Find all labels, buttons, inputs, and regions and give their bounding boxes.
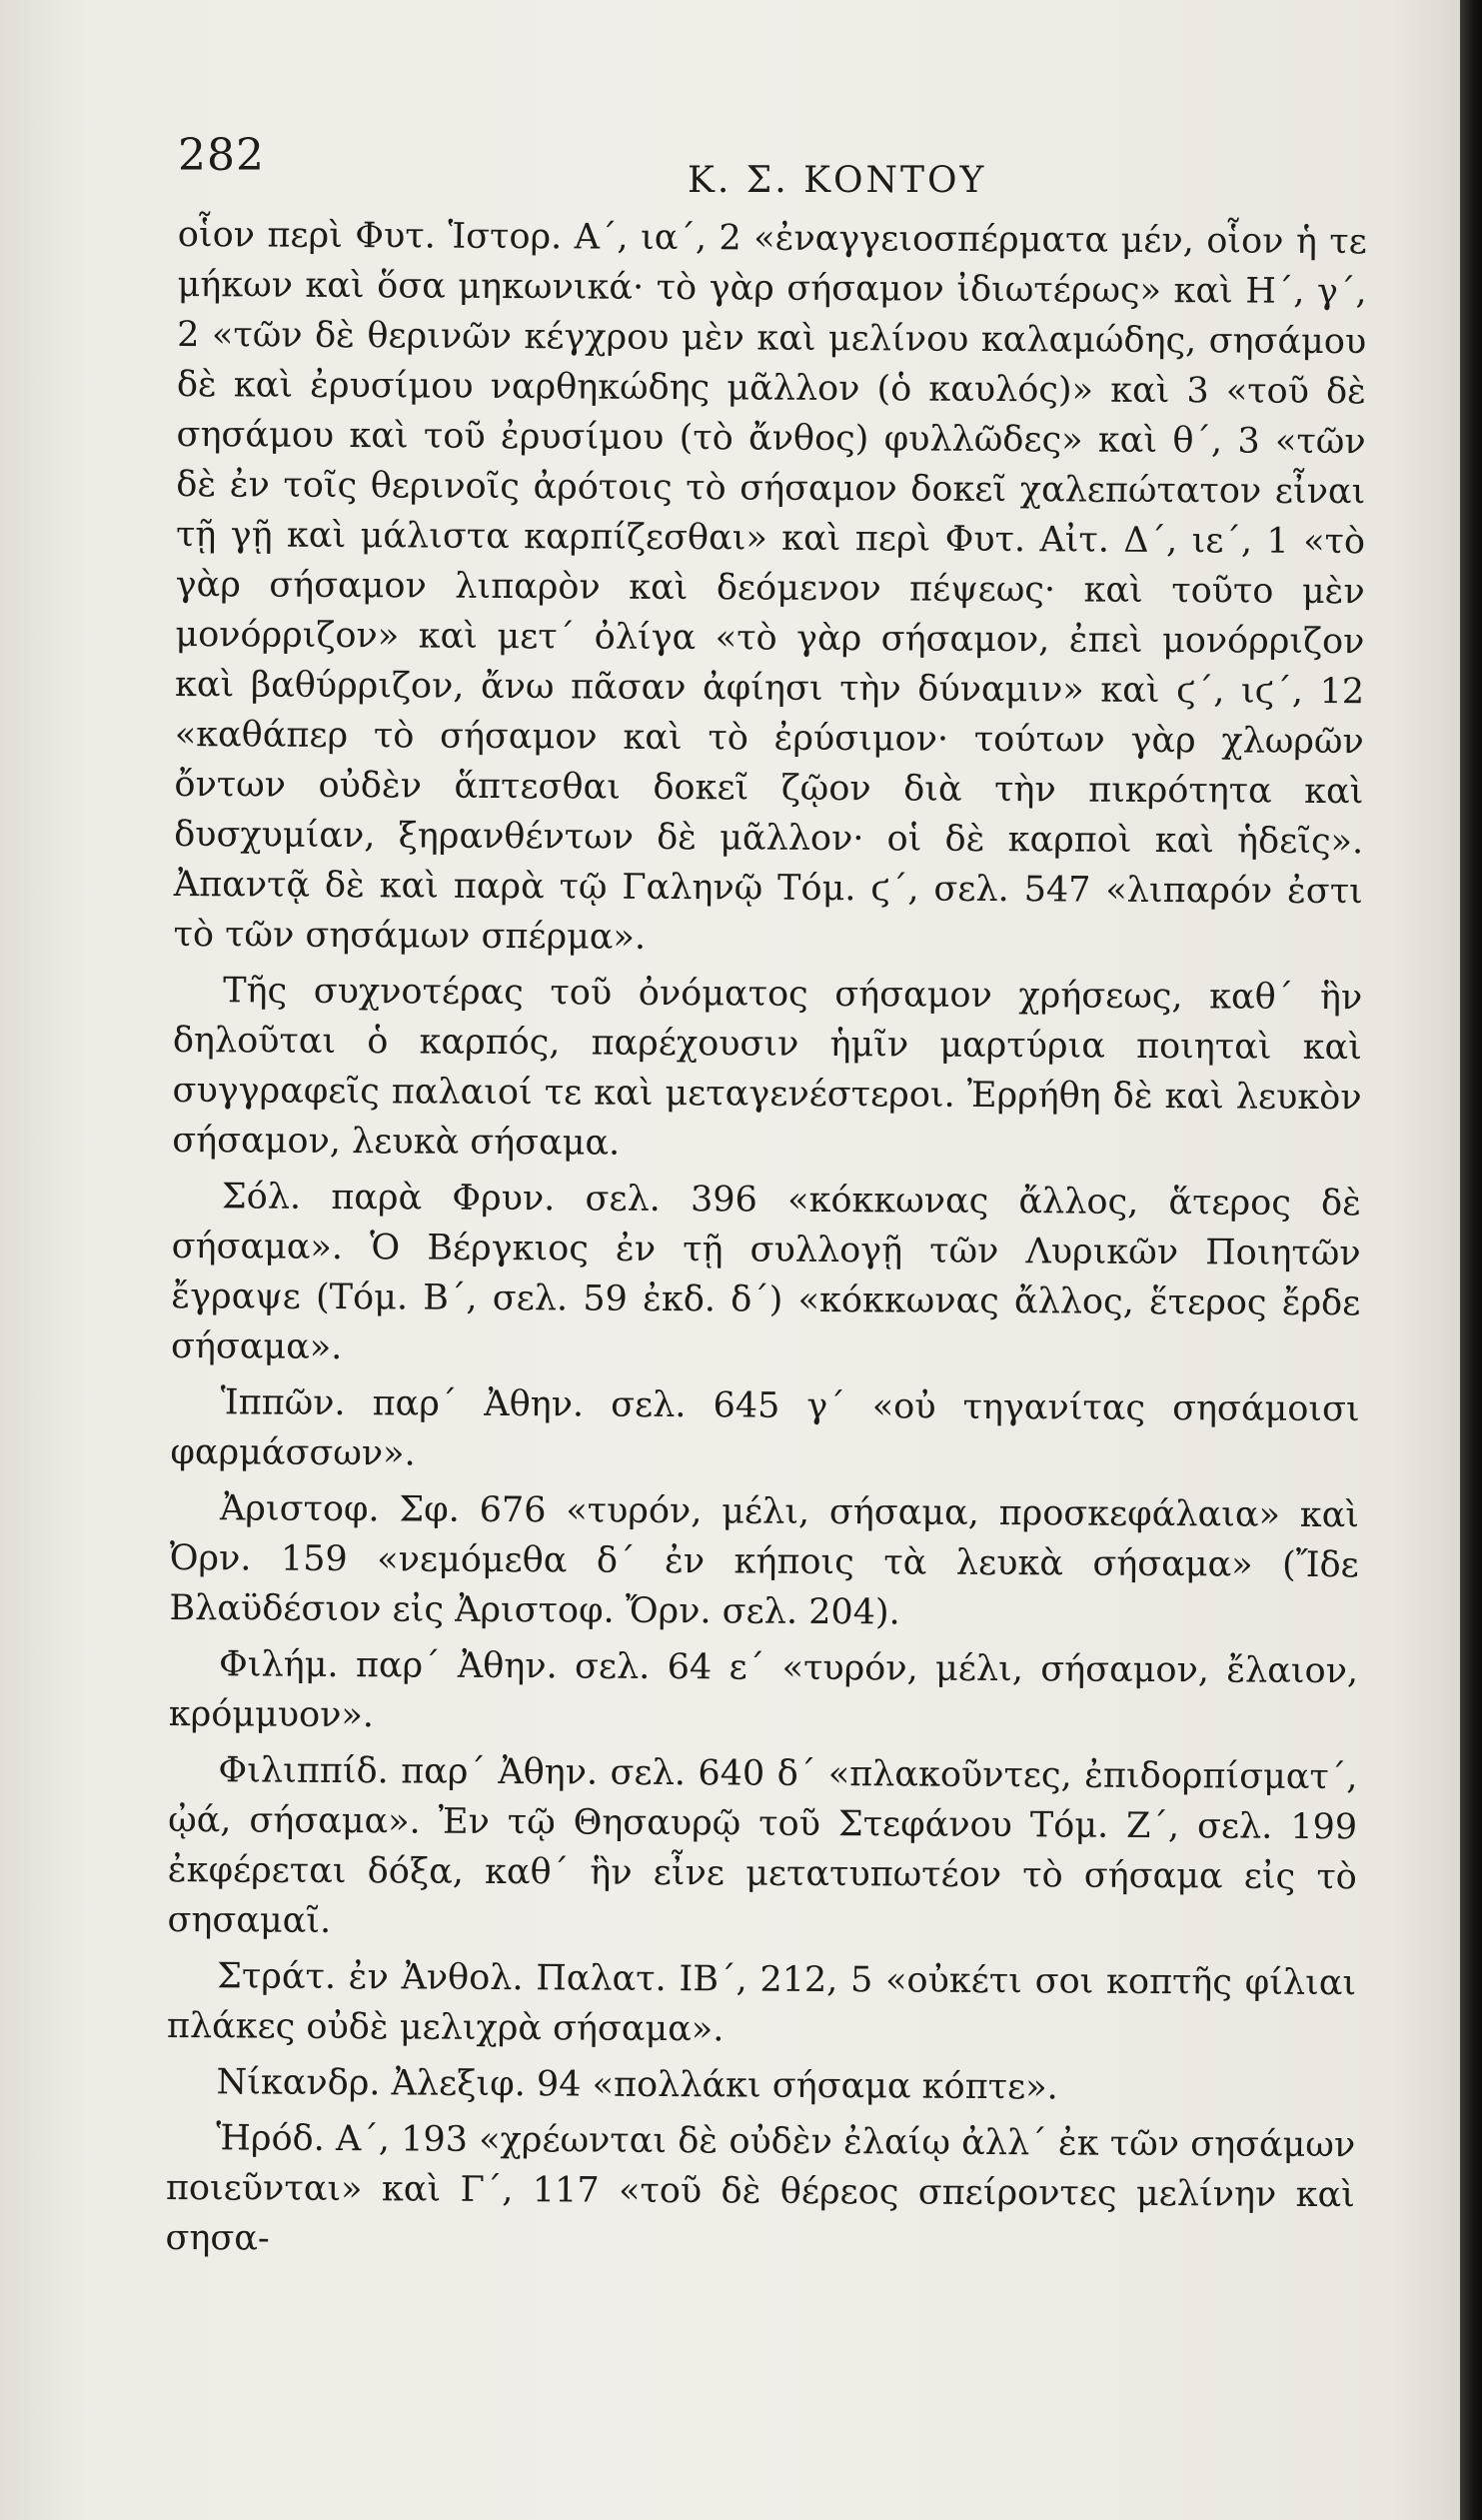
binding-gutter	[1460, 0, 1482, 2520]
paragraph-10: Ἡρόδ. Α΄, 193 «χρέωνται δὲ οὐδὲν ἐλαίῳ ἀλλ΄ ἐκ τῶν σησάμων ποιεῦνται» καὶ Γ΄, 117 «τοῦ δὲ θέρεος σπείροντες μελίνην καὶ σησα-	[165, 2118, 1356, 2259]
paragraph-2: Τῆς συχνοτέρας τοῦ ὀνόματος σήσαμον χρήσεως, καθ΄ ἣν δηλοῦται ὁ καρπός, παρέχουσιν ἡμῖν μαρτύρια ποιηταὶ καὶ συγγραφεῖς παλαιοί τε καὶ μεταγενέστεροι. Ἐρρήθη δὲ καὶ λευκὸν σήσαμον, λευκὰ σήσαμα.	[172, 971, 1363, 1164]
running-head: Κ. Σ. ΚΟΝΤΟΥ	[688, 160, 987, 201]
paragraph-7: Φιλιππίδ. παρ΄ Ἀθην. σελ. 640 δ΄ «πλακοῦντες, ἐπιδορπίσματ΄, ᾠά, σήσαμα». Ἐν τῷ Θησαυρῷ τοῦ Στεφάνου Τόμ. Ζ΄, σελ. 199 ἐκφέρεται δόξα, καθ΄ ἣν εἶνε μετατυπωτέον τὸ σήσαμα εἰς τὸ σησαμαῖ.	[167, 1750, 1358, 1941]
page-number: 282	[178, 130, 265, 181]
paragraph-3: Σόλ. παρὰ Φρυν. σελ. 396 «κόκκωνας ἄλλος, ἅτερος δὲ σήσαμα». Ὁ Βέργκιος ἐν τῇ συλλογῇ τῶν Λυρικῶν Ποιητῶν ἔγραψε (Τόμ. Β΄, σελ. 59 ἐκδ. δ΄) «κόκκωνας ἄλλος, ἕτερος ἔρδε σήσαμα».	[170, 1177, 1362, 1368]
paragraph-9: Νίκανδρ. Ἀλεξιφ. 94 «πολλάκι σήσαμα κόπτε».	[216, 2062, 1058, 2108]
paragraph-4: Ἱππῶν. παρ΄ Ἀθην. σελ. 645 γ΄ «οὐ τηγανίτας σησάμοισι φαρμάσσων».	[170, 1382, 1360, 1474]
paragraph-6: Φιλήμ. παρ΄ Ἀθην. σελ. 64 ε΄ «τυρόν, μέλι, σήσαμον, ἔλαιον, κρόμμυον».	[168, 1644, 1359, 1736]
paragraph-5: Ἀριστοφ. Σφ. 676 «τυρόν, μέλι, σήσαμα, προσκεφάλαια» καὶ Ὀρν. 159 «νεμόμεθα δ΄ ἐν κήποις τὰ λευκὰ σήσαμα» (Ἴδε Βλαϋδέσιον εἰς Ἀριστοφ. Ὄρν. σελ. 204).	[169, 1488, 1360, 1633]
body-text	[165, 210, 1367, 2276]
page-header	[178, 120, 1357, 201]
paragraph-1: οἷον περὶ Φυτ. Ἱστορ. Α΄, ια΄, 2 «ἐναγγειοσπέρματα μέν, οἷον ἡ τε μήκων καὶ ὅσα μηκωνικά· τὸ γὰρ σήσαμον ἰδιωτέρως» καὶ Η΄, γ΄, 2 «τῶν δὲ θερινῶν κέγχρου μὲν καὶ μελίνου καλαμώδης, σησάμου δὲ καὶ ἐρυσίμου ναρθηκώδης μᾶλλον (ὁ καυλός)» καὶ 3 «τοῦ δὲ σησάμου καὶ τοῦ ἐρυσίμου (τὸ ἄνθος) φυλλῶδες» καὶ θ΄, 3 «τῶν δὲ ἐν τοῖς θερινοῖς ἀρότοις τὸ σήσαμον δοκεῖ χαλεπώτατον εἶναι τῇ γῇ καὶ μάλιστα καρπίζεσθαι» καὶ περὶ Φυτ. Αἰτ. Δ΄, ιε΄, 1 «τὸ γὰρ σήσαμον λιπαρὸν καὶ δεόμενον πέψεως· καὶ τοῦτο μὲν μονόρριζον» καὶ μετ΄ ὀλίγα «τὸ γὰρ σήσαμον, ἐπεὶ μονόρριζον καὶ βαθύρριζον, ἄνω πᾶσαν ἀφίησι τὴν δύναμιν» καὶ ϛ΄, ιϛ΄, 12 «καθάπερ τὸ σήσαμον καὶ τὸ ἐρύσιμον· τούτων γὰρ χλωρῶν ὄντων οὐδὲν ἅπτεσθαι δοκεῖ ζῷον διὰ τὴν πικρότητα καὶ δυσχυμίαν, ξηρανθέντων δὲ μᾶλλον· οἱ δὲ καρποὶ καὶ ἡδεῖς». Ἀπαντᾷ δὲ καὶ παρὰ τῷ Γαληνῷ Τόμ. ϛ΄, σελ. 547 «λιπαρόν ἐστι τὸ τῶν σησάμων σπέρμα».	[173, 214, 1367, 958]
paragraph-8: Στράτ. ἐν Ἀνθολ. Παλατ. ΙΒ΄, 212, 5 «οὐκέτι σοι κοπτῆς φίλιαι πλάκες οὐδὲ μελιχρὰ σήσαμα».	[166, 1956, 1357, 2050]
